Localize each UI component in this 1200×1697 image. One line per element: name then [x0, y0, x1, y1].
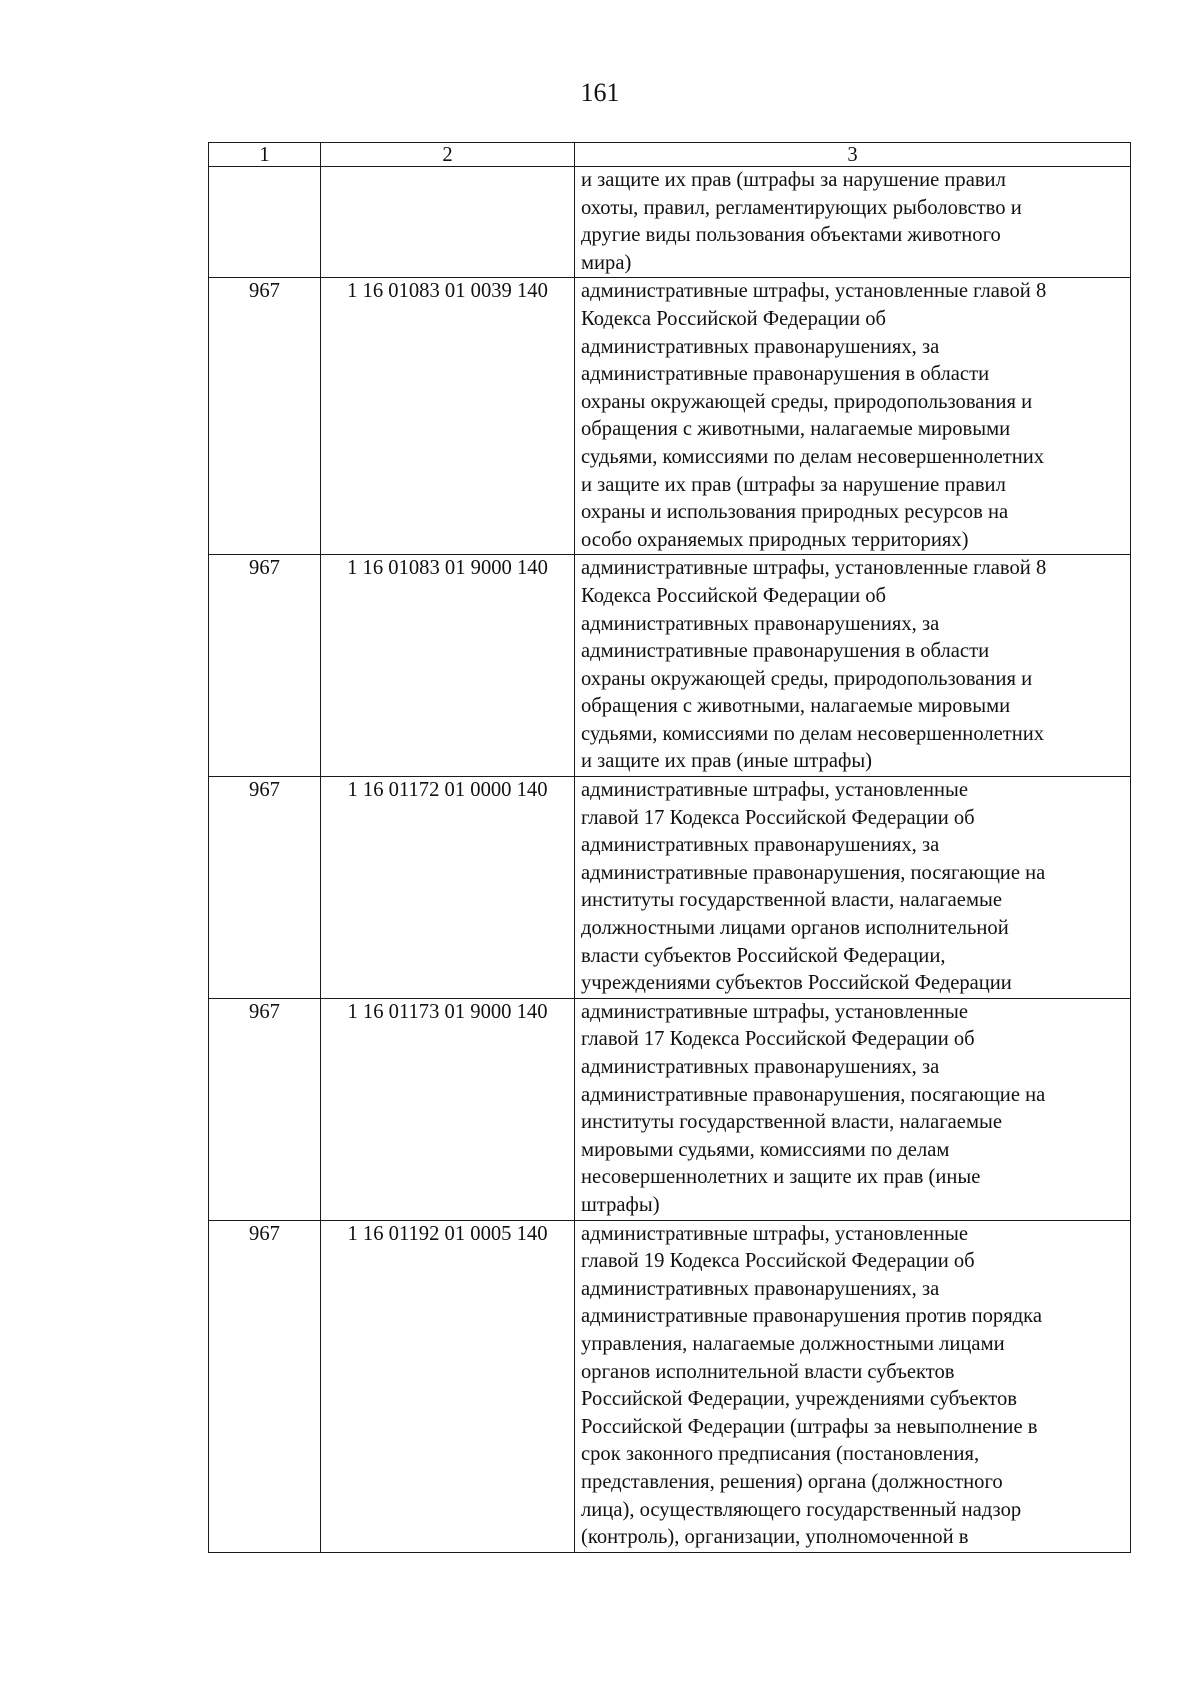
description-line: особо охраняемых природных территориях) [581, 528, 969, 551]
description-line: административные штрафы, установленные главой 8 [581, 557, 1047, 580]
table-row [209, 1220, 1131, 1552]
description-line: судьями, комиссиями по делам несовершеннолетних [581, 722, 1045, 745]
description-line: административные правонарушения в области [581, 640, 990, 663]
description-line: и защите их прав (штрафы за нарушение правил [581, 473, 1006, 496]
description-line: обращения с животными, налагаемые мировыми [581, 695, 1011, 718]
description-line: охраны окружающей среды, природопользования и [581, 667, 1033, 690]
admin-code-cell: 967 [209, 777, 321, 999]
page-number: 161 [580, 78, 620, 107]
table-row [209, 278, 1131, 555]
description-line: Кодекса Российской Федерации об [581, 307, 887, 330]
budget-code-cell: 1 16 01083 01 0039 140 [321, 278, 575, 555]
table-row [209, 167, 1131, 278]
table-row [209, 998, 1131, 1220]
description-line: другие виды пользования объектами животного [581, 224, 1001, 247]
description-line: административных правонарушениях, за [581, 335, 940, 358]
description-line: административные правонарушения, посягающие на [581, 861, 1046, 884]
admin-code-cell [209, 167, 321, 278]
description-line: Российской Федерации, учреждениями субъектов [581, 1388, 1017, 1411]
description-line: административные правонарушения против порядка [581, 1305, 1043, 1328]
budget-code-cell [321, 167, 575, 278]
description-line: обращения с животными, налагаемые мировыми [581, 418, 1011, 441]
description-line: административных правонарушениях, за [581, 1277, 940, 1300]
description-line: главой 17 Кодекса Российской Федерации об [581, 1028, 975, 1051]
description-line: административные штрафы, установленные [581, 1000, 968, 1023]
description-line: охраны и использования природных ресурсов на [581, 501, 1009, 524]
description-line: и защите их прав (иные штрафы) [581, 750, 873, 773]
description-cell [575, 278, 1131, 555]
description-line: Кодекса Российской Федерации об [581, 584, 887, 607]
column-header-2: 2 [321, 143, 575, 167]
description-line: административные штрафы, установленные главой 8 [581, 280, 1047, 303]
description-line: Российской Федерации (штрафы за невыполнение в [581, 1415, 1038, 1438]
description-line: административные правонарушения в области [581, 363, 990, 386]
column-header-1: 1 [209, 143, 321, 167]
description-line: штрафы) [581, 1193, 660, 1216]
description-line: административные правонарушения, посягающие на [581, 1083, 1046, 1106]
description-line: институты государственной власти, налагаемые [581, 889, 1002, 912]
description-line: управления, налагаемые должностными лицами [581, 1332, 1005, 1355]
description-line: административных правонарушениях, за [581, 834, 940, 857]
budget-code-cell: 1 16 01172 01 0000 140 [321, 777, 575, 999]
description-cell [575, 998, 1131, 1220]
description-cell [575, 777, 1131, 999]
description-line: мировыми судьями, комиссиями по делам [581, 1138, 950, 1161]
admin-code-cell: 967 [209, 998, 321, 1220]
admin-code-cell: 967 [209, 278, 321, 555]
description-line: власти субъектов Российской Федерации, [581, 944, 946, 967]
description-line: главой 19 Кодекса Российской Федерации об [581, 1250, 975, 1273]
table-row [209, 777, 1131, 999]
description-line: охоты, правил, регламентирующих рыболовство и [581, 196, 1022, 219]
column-header-3: 3 [575, 143, 1131, 167]
description-line: судьями, комиссиями по делам несовершеннолетних [581, 445, 1045, 468]
description-line: несовершеннолетних и защите их прав (иные [581, 1166, 981, 1189]
description-line: срок законного предписания (постановления, [581, 1443, 980, 1466]
budget-code-cell: 1 16 01173 01 9000 140 [321, 998, 575, 1220]
description-line: мира) [581, 251, 632, 274]
description-line: административные штрафы, установленные [581, 1222, 968, 1245]
description-line: органов исполнительной власти субъектов [581, 1360, 955, 1383]
description-cell [575, 555, 1131, 777]
description-line: (контроль), организации, уполномоченной в [581, 1526, 969, 1549]
table-header-row [209, 143, 1131, 167]
description-line: представления, решения) органа (должностного [581, 1470, 1003, 1493]
table-body [209, 167, 1131, 1553]
description-line: лица), осуществляющего государственный надзор [581, 1498, 1022, 1521]
description-line: административных правонарушениях, за [581, 612, 940, 635]
table-row [209, 555, 1131, 777]
description-line: главой 17 Кодекса Российской Федерации об [581, 806, 975, 829]
description-line: административных правонарушениях, за [581, 1056, 940, 1078]
description-cell [575, 1220, 1131, 1552]
description-line: и защите их прав (штрафы за нарушение правил [581, 169, 1006, 191]
description-line: охраны окружающей среды, природопользования и [581, 390, 1033, 413]
description-line: институты государственной власти, налагаемые [581, 1111, 1002, 1134]
budget-code-cell: 1 16 01192 01 0005 140 [321, 1220, 575, 1552]
description-line: учреждениями субъектов Российской Федерации [581, 972, 1012, 995]
description-line: административные штрафы, установленные [581, 779, 968, 802]
budget-codes-table [208, 142, 1131, 1553]
budget-code-cell: 1 16 01083 01 9000 140 [321, 555, 575, 777]
admin-code-cell: 967 [209, 555, 321, 777]
description-line: должностными лицами органов исполнительной [581, 917, 1009, 940]
admin-code-cell: 967 [209, 1220, 321, 1552]
description-cell [575, 167, 1131, 278]
